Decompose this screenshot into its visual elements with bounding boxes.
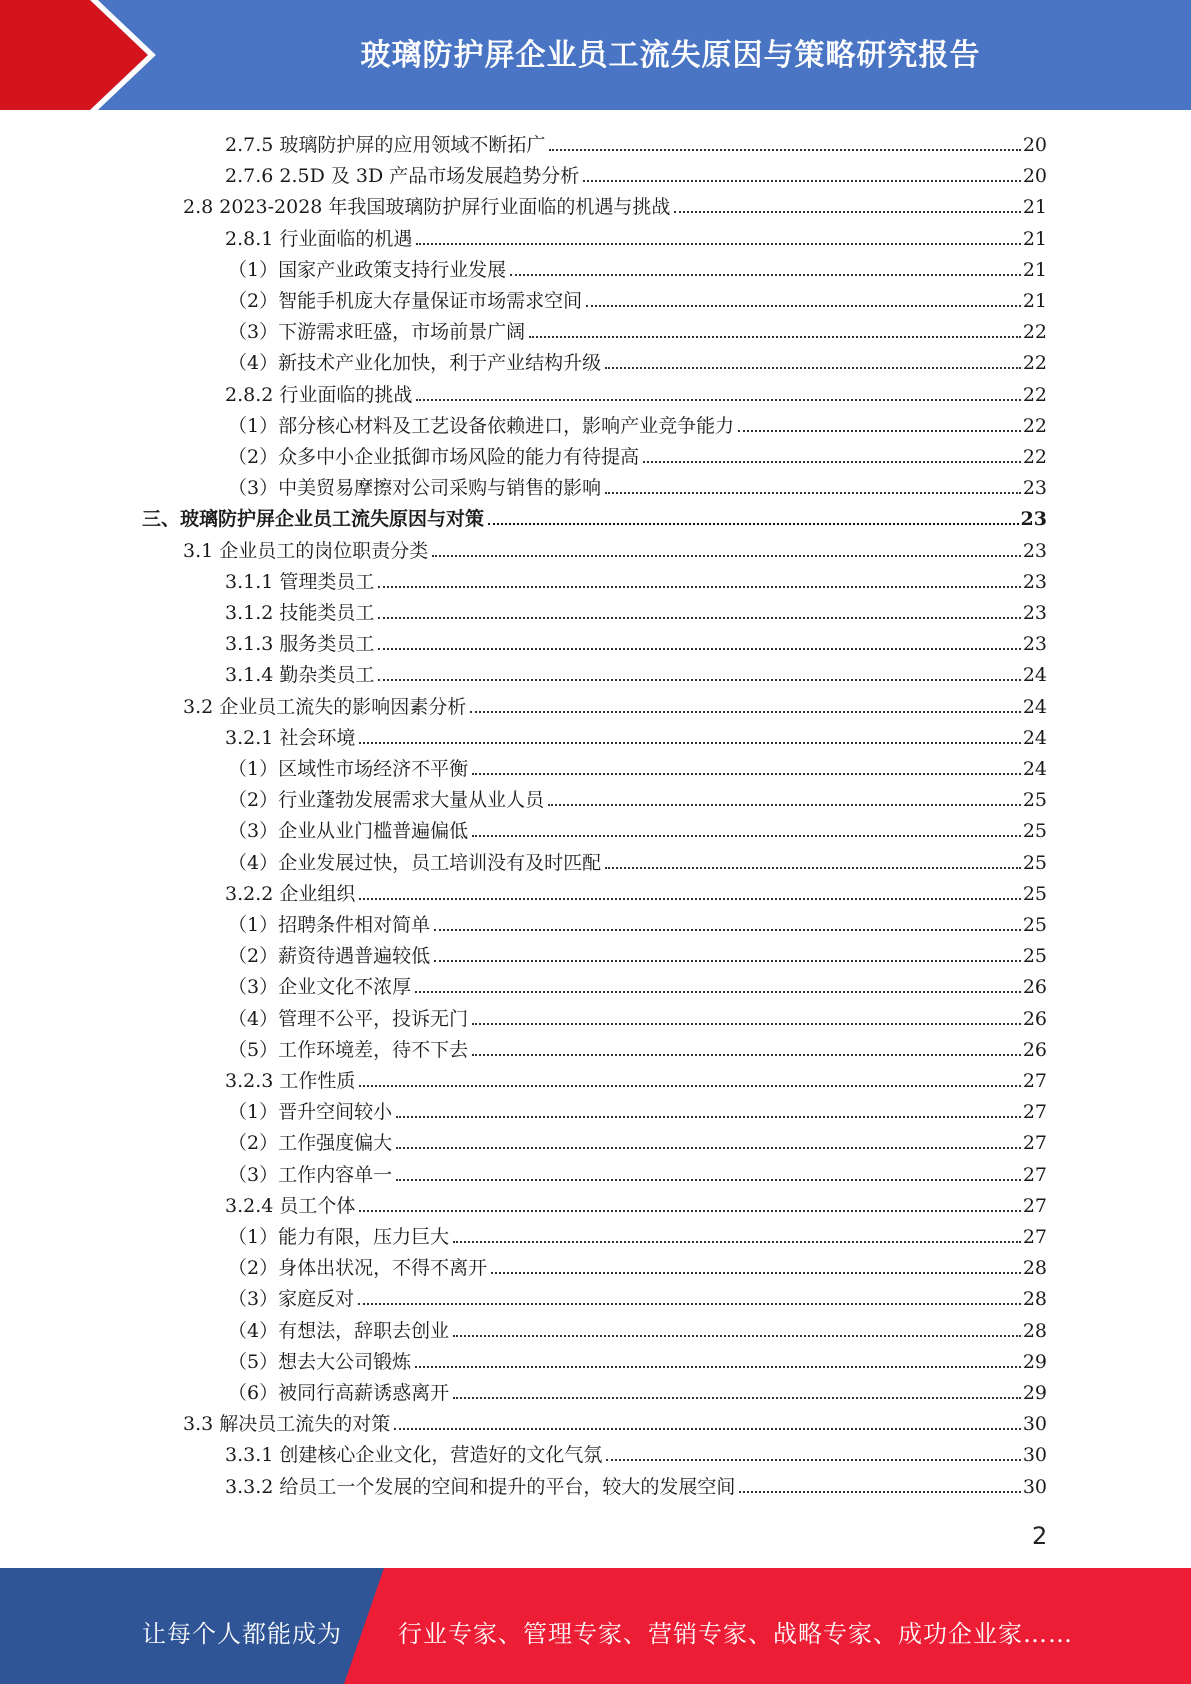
toc-entry-page: 23 (1022, 633, 1047, 656)
toc-dot-leader (548, 803, 1021, 806)
toc-entry-page: 30 (1022, 1413, 1047, 1436)
toc-entry-title: 3.3.1 创建核心企业文化，营造好的文化气氛 (225, 1444, 603, 1467)
toc-dot-leader (586, 304, 1021, 307)
toc-entry[interactable] (228, 812, 1047, 843)
toc-entry-title: 2.7.5 玻璃防护屏的应用领域不断拓广 (225, 134, 546, 156)
toc-entry-page: 24 (1022, 758, 1047, 780)
report-title: 玻璃防护屏企业员工流失原因与策略研究报告 (360, 38, 981, 73)
toc-dot-leader (416, 242, 1020, 245)
toc-dot-leader (605, 866, 1021, 869)
toc-entry-page: 27 (1022, 1226, 1047, 1248)
page-header (0, 0, 1191, 110)
toc-entry[interactable] (225, 594, 1047, 625)
toc-entry-title: 3.2.2 企业组织 (225, 882, 356, 905)
toc-entry-title: 2.7.6 2.5D 及 3D 产品市场发展趋势分析 (225, 165, 580, 188)
toc-entry-page: 25 (1022, 882, 1047, 905)
toc-dot-leader (472, 1022, 1021, 1025)
toc-entry-page: 28 (1022, 1319, 1047, 1342)
toc-dot-leader (529, 335, 1021, 338)
toc-dot-leader (472, 834, 1021, 837)
toc-entry-title: 2.8.1 行业面临的机遇 (225, 227, 413, 250)
toc-entry-title: （1）区域性市场经济不平衡 (228, 758, 469, 780)
toc-entry-title: 3.1 企业员工的岗位职责分类 (183, 539, 429, 562)
toc-entry[interactable] (183, 1405, 1047, 1436)
toc-entry-title: （4）有想法，辞职去创业 (228, 1319, 450, 1342)
toc-dot-leader (396, 1178, 1021, 1181)
toc-dot-leader (378, 647, 1020, 650)
toc-entry-title: 3.3.2 给员工一个发展的空间和提升的平台，较大的发展空间 (225, 1475, 736, 1498)
toc-dot-leader (453, 1334, 1021, 1337)
toc-entry-page: 23 (1022, 477, 1047, 500)
toc-entry-title: 3.1.3 服务类员工 (225, 633, 375, 656)
toc-entry[interactable] (225, 563, 1047, 594)
toc-entry-page: 20 (1022, 134, 1047, 156)
toc-dot-leader (378, 585, 1020, 588)
toc-entry-title: （4）企业发展过快，员工培训没有及时匹配 (228, 851, 602, 874)
toc-entry-page: 29 (1022, 1350, 1047, 1373)
toc-dot-leader (396, 1146, 1021, 1149)
toc-entry[interactable] (225, 1468, 1047, 1499)
toc-entry-title: （3）中美贸易摩擦对公司采购与销售的影响 (228, 477, 602, 500)
toc-entry-page: 26 (1022, 1007, 1047, 1030)
toc-dot-leader (674, 210, 1020, 213)
toc-entry[interactable] (228, 1343, 1047, 1374)
toc-dot-leader (394, 1427, 1021, 1430)
toc-entry-title: （2）众多中小企业抵御市场风险的能力有待提高 (228, 446, 640, 468)
toc-entry-title: （1）部分核心材料及工艺设备依赖进口，影响产业竞争能力 (228, 414, 735, 437)
toc-dot-leader (605, 366, 1021, 369)
toc-dot-leader (738, 429, 1021, 432)
toc-dot-leader (643, 460, 1021, 463)
toc-dot-leader (472, 1053, 1021, 1056)
toc-entry[interactable] (225, 376, 1047, 407)
toc-dot-leader (359, 1084, 1020, 1087)
page-number: 2 (1032, 1522, 1048, 1550)
toc-entry-page: 21 (1022, 196, 1047, 219)
toc-entry-title: （5）想去大公司锻炼 (228, 1350, 412, 1373)
toc-entry[interactable] (225, 1187, 1047, 1218)
toc-entry-title: 3.2.4 员工个体 (225, 1194, 356, 1217)
toc-dot-leader (491, 1271, 1021, 1274)
toc-entry[interactable] (225, 656, 1047, 687)
toc-entry-title: 三、玻璃防护屏企业员工流失原因与对策 (142, 508, 485, 531)
toc-dot-leader (434, 959, 1021, 962)
toc-entry-title: （2）行业蓬勃发展需求大量从业人员 (228, 789, 545, 812)
toc-entry[interactable] (228, 1374, 1047, 1405)
toc-entry[interactable] (228, 844, 1047, 875)
toc-dot-leader (583, 179, 1021, 182)
toc-dot-leader (378, 616, 1020, 619)
toc-entry[interactable] (183, 188, 1047, 219)
toc-entry[interactable] (228, 344, 1047, 375)
toc-entry-page: 28 (1022, 1257, 1047, 1280)
toc-entry-title: 3.1.4 勤杂类员工 (225, 664, 375, 687)
toc-entry-page: 27 (1022, 1070, 1047, 1092)
toc-entry-page: 23 (1020, 508, 1047, 531)
toc-entry-page: 27 (1022, 1132, 1047, 1155)
toc-entry-page: 27 (1022, 1194, 1047, 1217)
toc-dot-leader (510, 273, 1021, 276)
toc-entry-page: 27 (1022, 1101, 1047, 1124)
toc-dot-leader (359, 741, 1020, 744)
toc-entry[interactable] (142, 500, 1047, 531)
toc-entry[interactable] (228, 1218, 1047, 1249)
toc-entry[interactable] (225, 157, 1047, 188)
toc-entry[interactable] (225, 1062, 1047, 1093)
toc-entry[interactable] (228, 1312, 1047, 1343)
toc-dot-leader (359, 1209, 1020, 1212)
toc-entry[interactable] (228, 251, 1047, 282)
toc-entry[interactable] (225, 719, 1047, 750)
toc-entry-title: 3.1.2 技能类员工 (225, 602, 375, 624)
toc-entry-title: （2）薪资待遇普遍较低 (228, 945, 431, 968)
toc-entry[interactable] (228, 1249, 1047, 1280)
toc-entry[interactable] (228, 407, 1047, 438)
toc-dot-leader (739, 1490, 1020, 1493)
toc-entry-page: 30 (1022, 1444, 1047, 1467)
toc-entry[interactable] (225, 1436, 1047, 1467)
toc-entry-title: （6）被同行高薪诱惑离开 (228, 1382, 450, 1404)
toc-entry[interactable] (228, 750, 1047, 781)
toc-entry-title: （3）下游需求旺盛，市场前景广阔 (228, 321, 526, 344)
toc-entry[interactable] (225, 126, 1047, 157)
toc-entry[interactable] (228, 282, 1047, 313)
toc-dot-leader (432, 554, 1021, 557)
toc-entry[interactable] (228, 313, 1047, 344)
toc-entry-title: 3.3 解决员工流失的对策 (183, 1413, 391, 1436)
toc-entry-page: 22 (1022, 414, 1047, 437)
toc-entry-page: 27 (1022, 1163, 1047, 1186)
toc-entry-page: 21 (1022, 227, 1047, 250)
toc-entry-title: 3.2.3 工作性质 (225, 1070, 356, 1092)
toc-entry[interactable] (228, 469, 1047, 500)
toc-entry[interactable] (228, 1000, 1047, 1031)
toc-entry-title: （3）企业文化不浓厚 (228, 976, 412, 999)
toc-entry-title: （1）能力有限，压力巨大 (228, 1226, 450, 1248)
toc-entry-page: 26 (1022, 976, 1047, 999)
toc-entry-title: 3.1.1 管理类员工 (225, 570, 375, 593)
toc-entry-title: （1）国家产业政策支持行业发展 (228, 258, 507, 281)
toc-entry-page: 22 (1022, 352, 1047, 375)
toc-entry[interactable] (228, 1156, 1047, 1187)
toc-entry[interactable] (228, 1124, 1047, 1155)
toc-entry-page: 25 (1022, 945, 1047, 968)
toc-entry[interactable] (183, 532, 1047, 563)
toc-entry-page: 25 (1022, 914, 1047, 936)
toc-entry-page: 20 (1022, 165, 1047, 188)
toc-entry-page: 25 (1022, 820, 1047, 843)
toc-entry-title: （4）管理不公平，投诉无门 (228, 1007, 469, 1030)
toc-dot-leader (605, 491, 1021, 494)
toc-dot-leader (415, 1365, 1021, 1368)
toc-entry[interactable] (228, 1093, 1047, 1124)
toc-dot-leader (606, 1458, 1020, 1461)
toc-dot-leader (359, 897, 1020, 900)
toc-entry-title: （2）工作强度偏大 (228, 1132, 393, 1155)
toc-entry[interactable] (228, 1031, 1047, 1062)
toc-dot-leader (453, 1396, 1021, 1399)
toc-entry-page: 23 (1022, 570, 1047, 593)
toc-entry-page: 30 (1022, 1475, 1047, 1498)
toc-dot-leader (470, 710, 1021, 713)
toc-entry[interactable] (228, 781, 1047, 812)
toc-dot-leader (434, 928, 1021, 931)
toc-entry-title: 3.2.1 社会环境 (225, 726, 356, 749)
toc-entry[interactable] (228, 937, 1047, 968)
toc-entry-page: 23 (1022, 602, 1047, 624)
toc-entry-page: 24 (1022, 664, 1047, 687)
toc-entry-page: 25 (1022, 789, 1047, 812)
toc-dot-leader (396, 1115, 1021, 1118)
toc-entry-page: 22 (1022, 383, 1047, 406)
toc-entry-page: 25 (1022, 851, 1047, 874)
toc-entry-page: 24 (1022, 726, 1047, 749)
toc-entry-title: （3）家庭反对 (228, 1288, 355, 1311)
toc-dot-leader (453, 1240, 1021, 1243)
toc-entry[interactable] (225, 875, 1047, 906)
toc-dot-leader (358, 1302, 1021, 1305)
toc-entry[interactable] (228, 906, 1047, 937)
toc-dot-leader (488, 522, 1019, 525)
toc-dot-leader (472, 772, 1021, 775)
toc-entry-page: 22 (1022, 321, 1047, 344)
toc-entry-title: （3）工作内容单一 (228, 1163, 393, 1186)
toc-entry-page: 28 (1022, 1288, 1047, 1311)
toc-entry[interactable] (228, 968, 1047, 999)
toc-dot-leader (416, 398, 1020, 401)
toc-entry-title: （2）智能手机庞大存量保证市场需求空间 (228, 290, 583, 312)
toc-entry-page: 21 (1022, 290, 1047, 312)
toc-entry-title: （5）工作环境差，待不下去 (228, 1038, 469, 1061)
toc-entry-page: 21 (1022, 258, 1047, 281)
toc-entry-page: 24 (1022, 695, 1047, 718)
toc-entry[interactable] (183, 688, 1047, 719)
toc-entry[interactable] (225, 220, 1047, 251)
toc-entry-page: 26 (1022, 1038, 1047, 1061)
toc-entry-title: （4）新技术产业化加快，利于产业结构升级 (228, 352, 602, 375)
toc-entry-title: 2.8.2 行业面临的挑战 (225, 383, 413, 406)
footer-slogan-right: 行业专家、管理专家、营销专家、战略专家、成功企业家…… (398, 1620, 1073, 1648)
toc-entry-title: （1）招聘条件相对简单 (228, 914, 431, 936)
toc-entry[interactable] (228, 1280, 1047, 1311)
toc-entry-title: （2）身体出状况，不得不离开 (228, 1257, 488, 1280)
toc-entry[interactable] (225, 625, 1047, 656)
footer-slogan-left: 让每个人都能成为 (142, 1620, 342, 1648)
toc-entry-page: 29 (1022, 1382, 1047, 1404)
toc-entry-title: 3.2 企业员工流失的影响因素分析 (183, 695, 467, 718)
toc-entry[interactable] (228, 438, 1047, 469)
toc-entry-page: 23 (1022, 539, 1047, 562)
toc-entry-page: 22 (1022, 446, 1047, 468)
toc-entry-title: 2.8 2023-2028 年我国玻璃防护屏行业面临的机遇与挑战 (183, 196, 671, 219)
toc-dot-leader (415, 990, 1021, 993)
toc-dot-leader (549, 148, 1020, 151)
toc-entry-title: （1）晋升空间较小 (228, 1101, 393, 1124)
toc-entry-title: （3）企业从业门槛普遍偏低 (228, 820, 469, 843)
toc-dot-leader (378, 678, 1020, 681)
